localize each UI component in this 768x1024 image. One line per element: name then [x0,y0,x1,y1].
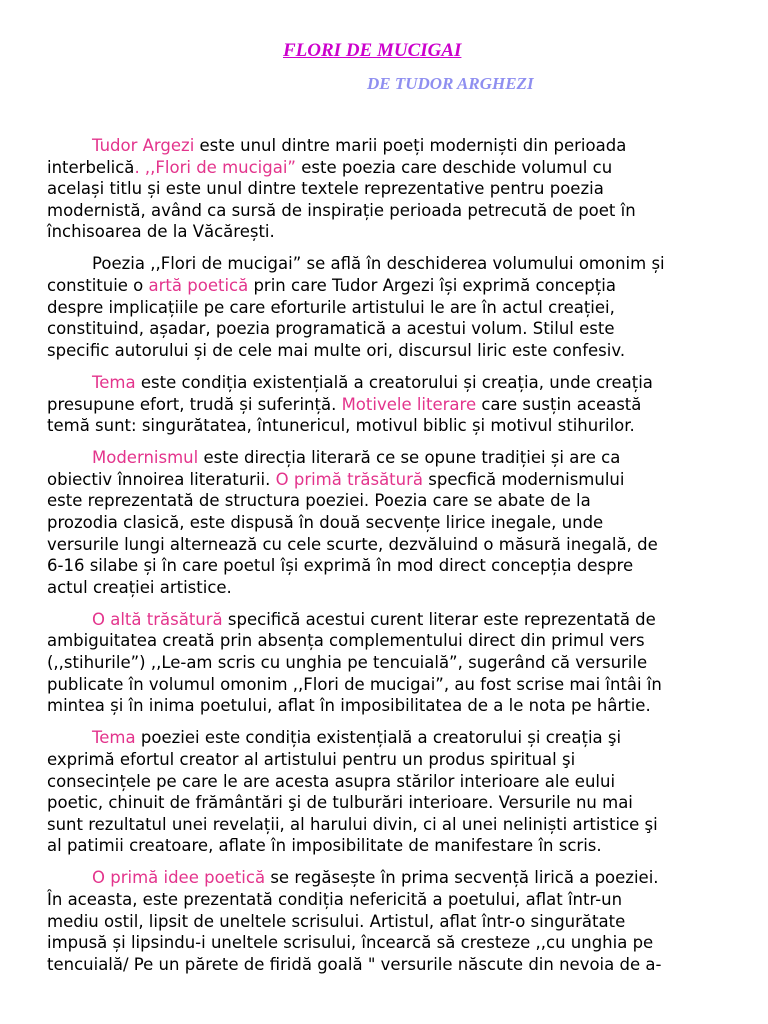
text-segment: consecințele pe care le are acesta asupra stărilor interioare ale eului [47,771,616,791]
text-segment: poeziei este condiția existențială a creatorului și creația şi [135,728,622,748]
text-line [47,792,737,814]
text-line [47,630,737,652]
highlighted-term: Tudor Argezi [92,136,195,155]
text-line [47,534,737,556]
text-line [47,372,737,394]
paragraph [47,135,737,243]
text-segment: sunt rezultatul unei revelații, al harului divin, ci al unei neliniști artistice şi [47,814,658,834]
highlighted-term: Motivele literare [341,394,477,414]
highlighted-term: O primă idee poetică [92,868,266,888]
text-segment: este condiția existențială a creatorului și creația, unde creația [135,372,653,392]
text-segment: constituie o [47,276,149,296]
text-line [47,157,737,179]
text-segment: specifică acestui curent literar este reprezentată de [222,609,656,629]
text-line [47,297,737,319]
text-line [47,512,737,534]
text-segment: obiectiv înnoirea literaturii. [47,469,276,489]
text-segment: specific autorului și de cele mai multe ori, discursul liric este confesiv. [47,340,626,360]
text-line [47,911,737,933]
text-segment: versurile lungi alternează cu cele scurte, dezvăluind o măsură inegală, de [47,534,658,554]
text-line [47,749,737,771]
text-segment: modernistă, având ca sursă de inspirație perioada petrecută de poet în [47,200,636,220]
text-line [47,867,737,889]
text-segment: prin care Tudor Argezi își exprimă concepția [248,276,616,296]
text-segment: care susțin această [476,394,642,414]
text-line [47,555,737,577]
text-segment: În aceasta, este prezentată condiția nefericită a poetului, aflat într-un [47,890,623,909]
highlighted-term: artă poetică [148,276,249,296]
text-line [47,253,737,275]
highlighted-term: . ,,Flori de mucigai” [134,157,296,177]
text-segment: este unul dintre marii poeți moderniști din perioada [194,136,627,155]
essay-body [47,135,737,986]
text-line [47,490,737,512]
paragraph [47,447,737,598]
text-line [47,200,737,222]
highlighted-term: Tema [92,728,136,748]
text-line [47,318,737,340]
highlighted-term: O altă trăsătură [92,609,223,629]
text-segment: constituind, așadar, poezia programatică a acestui volum. Stilul este [47,319,615,339]
text-segment: 6-16 silabe și în care poetul își exprimă în mod direct concepția despre [47,556,634,576]
text-segment: este direcția literară ce se opune tradiției și are ca [198,448,621,468]
text-segment: se regăsește în prima secvență lirică a poeziei. [265,868,659,888]
paragraph [47,372,737,437]
text-line [47,415,737,437]
text-segment: exprimă efortul creator al artistului pentru un produs spiritual şi [47,749,576,769]
paragraph [47,867,737,975]
text-line [47,469,737,491]
text-segment: temă sunt: singurătatea, întunericul, motivul biblic și motivul stihurilor. [47,416,635,436]
text-segment: mediu ostil, lipsit de uneltele scrisului. Artistul, aflat într-o singurătate [47,911,626,931]
page-title: FLORI DE MUCIGAI [283,40,462,61]
text-segment: actul creației artistice. [47,577,232,597]
text-line [47,135,737,157]
text-line [47,889,737,911]
paragraph [47,253,737,361]
text-line [47,652,737,674]
text-segment: al patimii creatoare, aflate în imposibilitate de manifestare în scris. [47,836,602,856]
text-line [47,695,737,717]
text-segment: impusă și lipsindu-i uneltele scrisului, încearcă să cresteze ,,cu unghia pe [47,933,654,953]
paragraph [47,609,737,717]
text-line [47,178,737,200]
text-line [47,221,737,243]
text-line [47,674,737,696]
text-line [47,771,737,793]
text-segment: poetic, chinuit de frământări şi de tulburări interioare. Versurile nu mai [47,793,633,813]
paragraph [47,727,737,857]
text-segment: tencuială/ Pe un părete de firidă goală " versurile născute din nevoia de a- [47,954,662,974]
text-segment: este reprezentată de structura poeziei. Poezia care se abate de la [47,491,591,511]
text-segment: presupune efort, trudă și suferință. [47,394,342,414]
text-segment: interbelică [47,157,135,177]
text-line [47,394,737,416]
text-segment: mintea și în inima poetului, aflat în imposibilitatea de a le nota pe hârtie. [47,696,651,716]
text-segment: același titlu și este unul dintre textele reprezentative pentru poezia [47,179,604,199]
text-segment: închisoarea de la Văcărești. [47,222,275,242]
text-line [47,447,737,469]
highlighted-term: Modernismul [92,448,199,468]
text-line [47,609,737,631]
text-line [47,835,737,857]
text-line [47,727,737,749]
text-line [47,932,737,954]
highlighted-term: Tema [92,372,136,392]
text-line [47,954,737,976]
author-subtitle: DE TUDOR ARGHEZI [367,74,534,93]
text-line [47,814,737,836]
text-segment: Poezia ,,Flori de mucigai” se află în deschiderea volumului omonim și [92,254,665,274]
text-segment: ambiguitatea creată prin absența complementului direct din primul vers [47,631,645,651]
text-segment: (,,stihurile”) ,,Le-am scris cu unghia pe tencuială”, sugerând că versurile [47,653,648,673]
highlighted-term: O primă trăsătură [275,469,424,489]
text-segment: specfică modernismului [423,469,625,489]
text-segment: prozodia clasică, este dispusă în două secvențe lirice inegale, unde [47,513,604,532]
text-segment: despre implicațiile pe care eforturile artistului le are în actul creației, [47,297,615,317]
text-segment: este poezia care deschide volumul cu [295,157,613,177]
text-line [47,340,737,362]
text-line [47,275,737,297]
text-segment: publicate în volumul omonim ,,Flori de mucigai”, au fost scrise mai întâi în [47,674,662,694]
text-line [47,577,737,599]
